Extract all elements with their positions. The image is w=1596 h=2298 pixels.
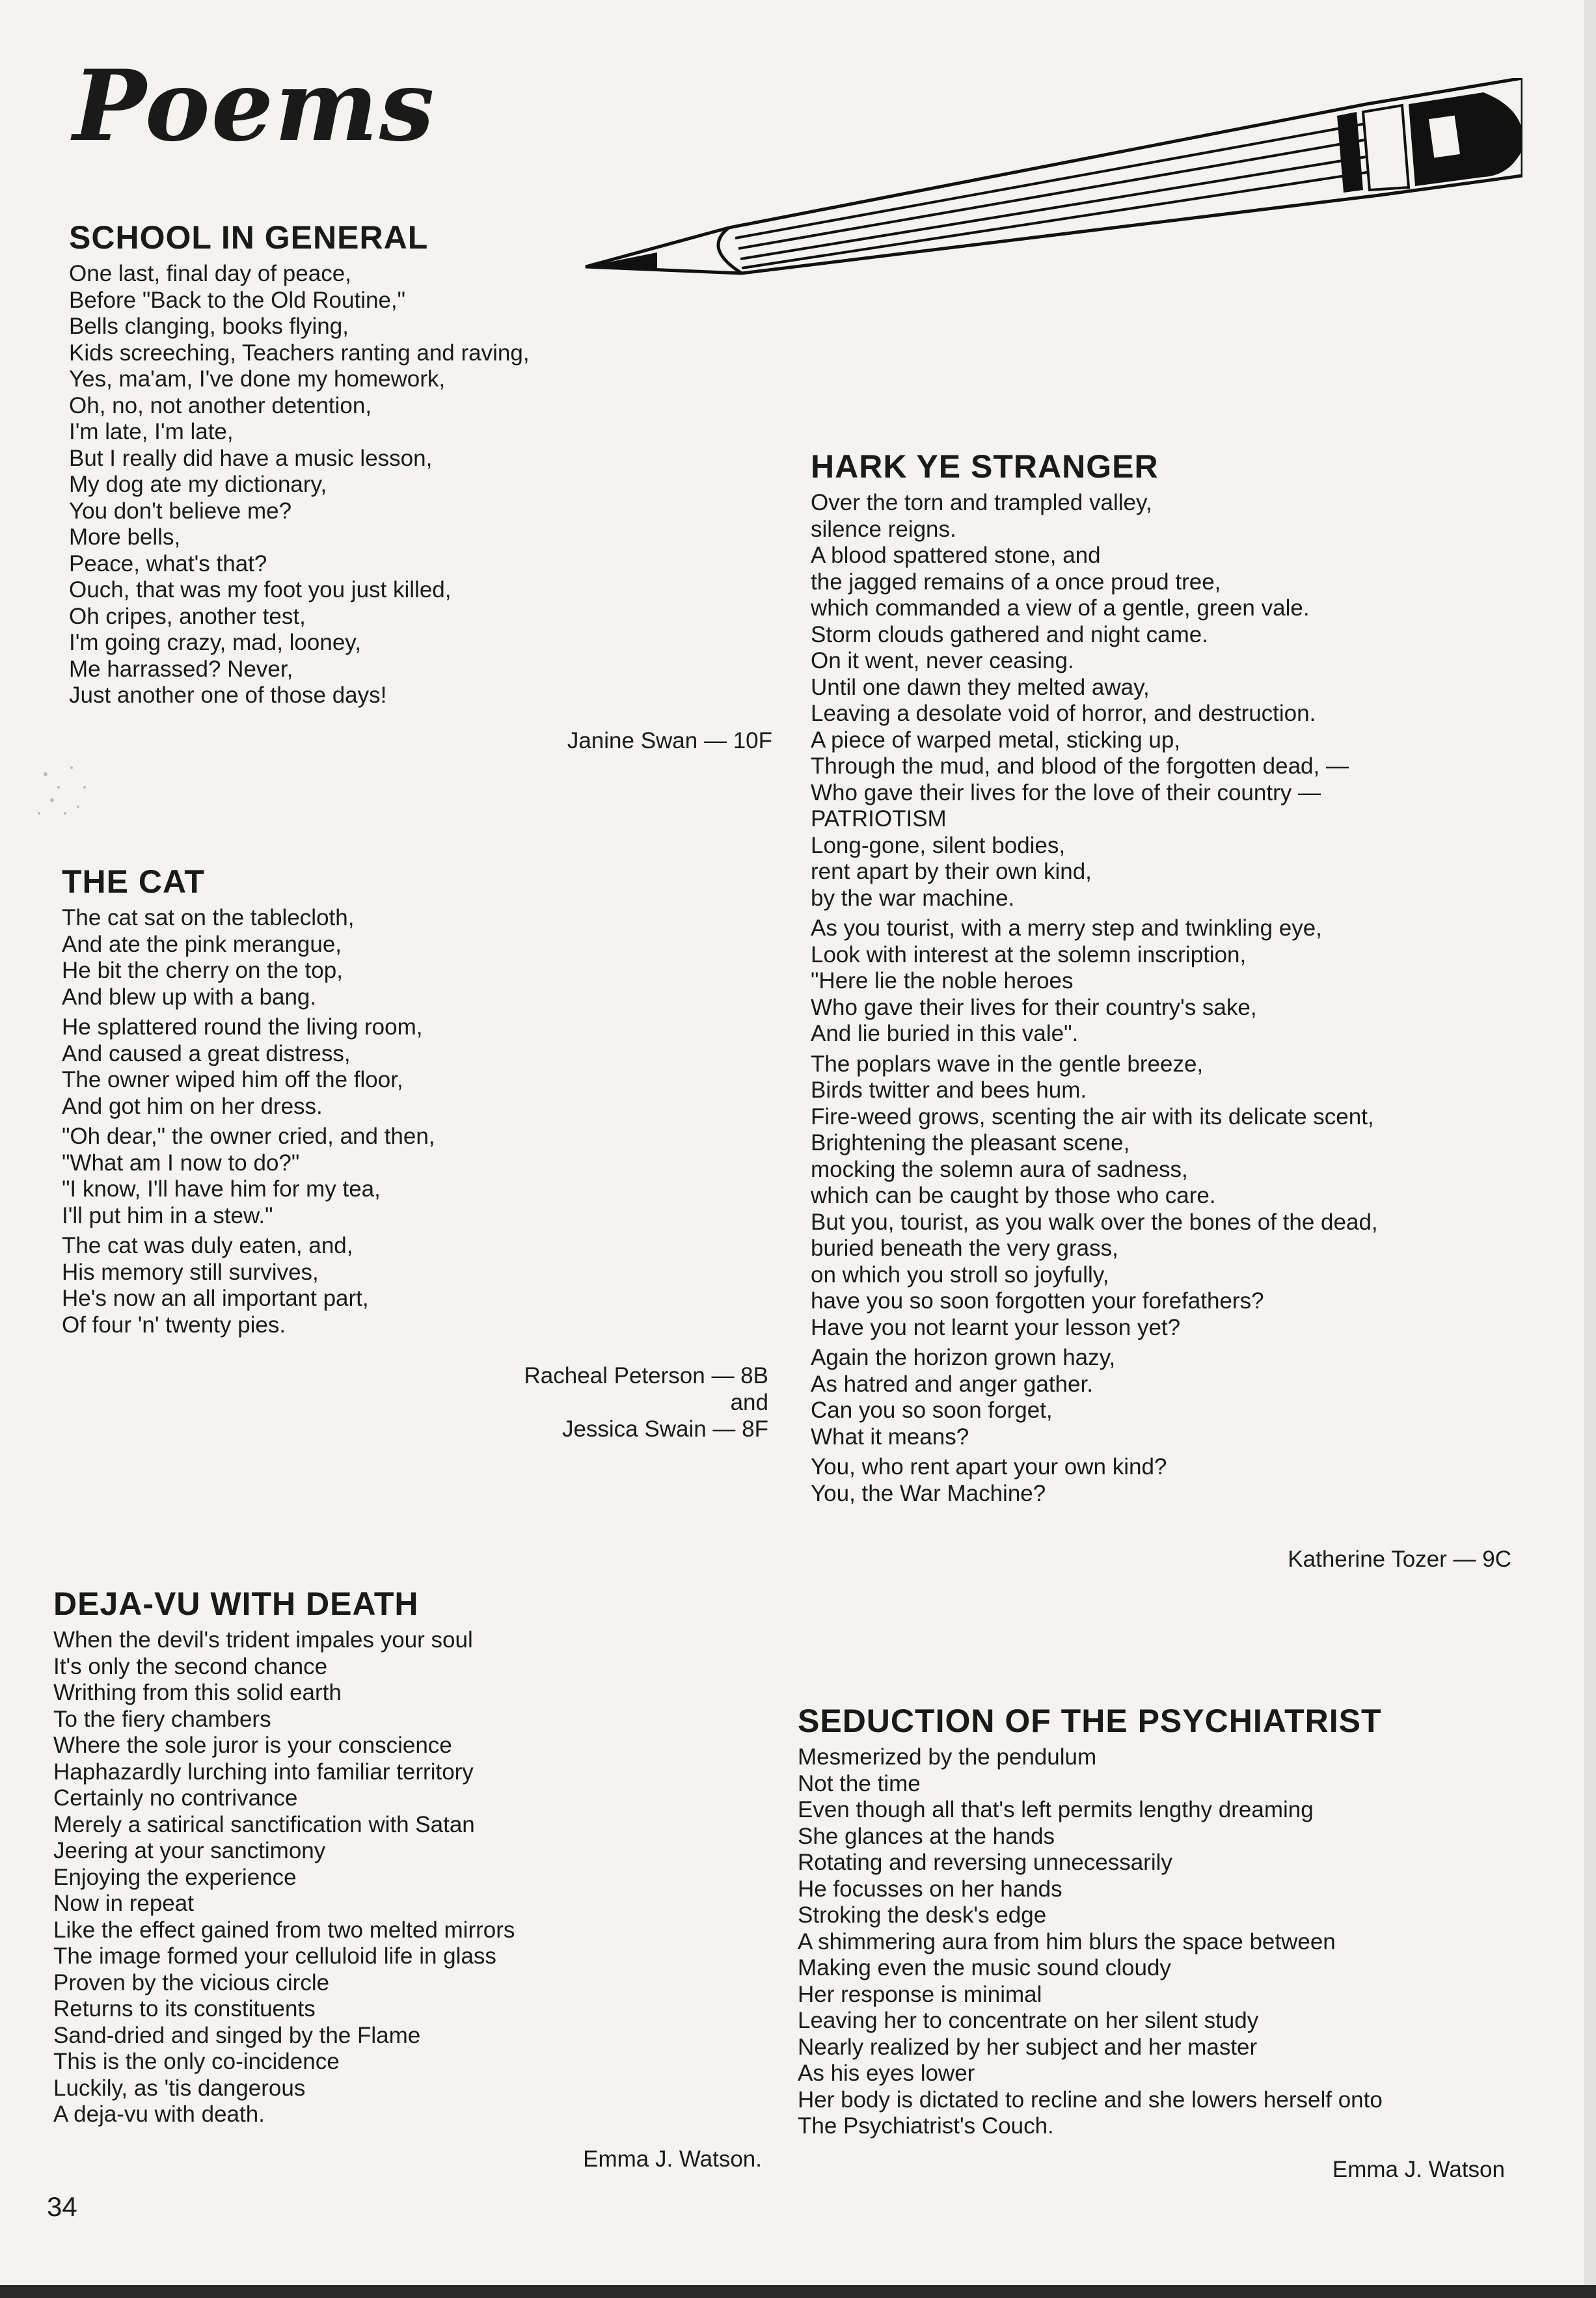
poem-line: Until one dawn they melted away,	[811, 674, 1150, 700]
poem-line: And lie buried in this vale".	[811, 1021, 1079, 1046]
poem-line: on which you stroll so joyfully,	[811, 1262, 1109, 1288]
poem-line: One last, final day of peace,	[69, 261, 351, 286]
poem-line: by the war machine.	[811, 885, 1015, 911]
poem-line: Certainly no contrivance	[53, 1785, 298, 1811]
poem-line: Who gave their lives for their country's sake,	[811, 994, 1257, 1020]
poem-line: Her response is minimal	[798, 1981, 1042, 2007]
poem-author	[567, 727, 772, 754]
poem-line: More bells,	[69, 524, 181, 550]
poem-line: And caused a great distress,	[62, 1040, 351, 1066]
poem-line: I'm going crazy, mad, looney,	[69, 630, 361, 655]
poem-body	[811, 490, 1378, 1507]
poem-line: Where the sole juror is your conscience	[53, 1733, 452, 1758]
poem-author	[583, 2146, 762, 2172]
poem-line: Mesmerized by the pendulum	[798, 1744, 1097, 1770]
poem-line: His memory still survives,	[62, 1259, 319, 1285]
poem-title: SCHOOL IN GENERAL	[69, 219, 429, 256]
author-line: Jessica Swain — 8F	[561, 1416, 768, 1442]
poem-line: The image formed your celluloid life in glass	[53, 1943, 496, 1969]
poem-line: Of four 'n' twenty pies.	[62, 1312, 286, 1338]
poem-line: Merely a satirical sanctification with Satan	[53, 1811, 475, 1837]
poem-deja-vu-with-death	[53, 1586, 515, 2128]
poem-line: Her body is dictated to recline and she lowers herself onto	[798, 2087, 1383, 2113]
poem-line: PATRIOTISM	[811, 806, 947, 831]
poem-body	[798, 1744, 1383, 2140]
poem-line: As you tourist, with a merry step and twinkling eye,	[811, 915, 1322, 941]
poem-line: Bells clanging, books flying,	[69, 314, 349, 339]
poem-line: Rotating and reversing unnecessarily	[798, 1850, 1172, 1875]
page-number: 34	[47, 2191, 77, 2222]
author-line: Emma J. Watson.	[583, 2146, 762, 2172]
poem-line: He focusses on her hands	[798, 1876, 1062, 1902]
poem-line: When the devil's trident impales your soul	[53, 1627, 473, 1653]
poem-line: Sand-dried and singed by the Flame	[53, 2022, 421, 2048]
poem-line: Oh cripes, another test,	[69, 603, 306, 629]
poem-line: Again the horizon grown hazy,	[811, 1345, 1116, 1370]
poem-line: Long-gone, silent bodies,	[811, 832, 1066, 858]
poem-line: She glances at the hands	[798, 1823, 1055, 1849]
poem-line: He's now an all important part,	[62, 1286, 369, 1311]
poem-line: But you, tourist, as you walk over the bones of the dead,	[811, 1209, 1378, 1235]
scan-bottom-border	[0, 2285, 1596, 2298]
poem-line: Making even the music sound cloudy	[798, 1955, 1171, 1980]
poem-line: On it went, never ceasing.	[811, 648, 1074, 673]
pencil-icon	[573, 78, 1522, 286]
poem-line: And ate the pink merangue,	[62, 931, 342, 957]
poem-line: Have you not learnt your lesson yet?	[811, 1314, 1181, 1340]
poem-line: which commanded a view of a gentle, green vale.	[811, 595, 1310, 621]
poem-line: I'm late, I'm late,	[69, 419, 234, 444]
poem-line: My dog ate my dictionary,	[69, 472, 327, 497]
poem-line: Proven by the vicious circle	[53, 1969, 330, 1995]
poem-line: buried beneath the very grass,	[811, 1236, 1118, 1261]
poem-line: Peace, what's that?	[69, 550, 267, 576]
poem-line: Just another one of those days!	[69, 683, 387, 708]
poem-the-cat	[62, 864, 435, 1338]
poem-line: The Psychiatrist's Couch.	[798, 2113, 1054, 2139]
poem-line: But I really did have a music lesson,	[69, 445, 433, 471]
poem-line: the jagged remains of a once proud tree,	[811, 569, 1221, 595]
poem-line: A piece of warped metal, sticking up,	[811, 727, 1181, 753]
poem-title: HARK YE STRANGER	[811, 448, 1159, 485]
author-line: Katherine Tozer — 9C	[1288, 1547, 1511, 1572]
poem-line: The poplars wave in the gentle breeze,	[811, 1051, 1204, 1077]
poem-line: "Oh dear," the owner cried, and then,	[62, 1124, 435, 1149]
poem-line: This is the only co-incidence	[53, 2049, 340, 2074]
poem-line: Nearly realized by her subject and her master	[798, 2034, 1258, 2060]
poem-body	[53, 1627, 515, 2128]
page-title: Poems	[73, 49, 436, 163]
poem-hark-ye-stranger	[811, 449, 1378, 1507]
poem-line: Haphazardly lurching into familiar territory	[53, 1759, 474, 1785]
poem-line: And got him on her dress.	[62, 1093, 323, 1119]
poem-line: Me harrassed? Never,	[69, 656, 293, 682]
poem-line: Oh, no, not another detention,	[69, 392, 372, 418]
poem-line: As hatred and anger gather.	[811, 1371, 1093, 1397]
poem-school-in-general	[69, 220, 530, 709]
poem-line: "I know, I'll have him for my tea,	[62, 1176, 381, 1202]
poem-line: Brightening the pleasant scene,	[811, 1130, 1130, 1156]
poem-line: Not the time	[798, 1770, 921, 1796]
poem-body	[69, 261, 530, 709]
poem-seduction-of-the-psychiatrist	[798, 1703, 1383, 2140]
poem-line: "Here lie the noble heroes	[811, 968, 1074, 994]
poem-line: Leaving her to concentrate on her silent study	[798, 2008, 1259, 2033]
poem-line: A blood spattered stone, and	[811, 543, 1101, 568]
poem-line: Ouch, that was my foot you just killed,	[69, 577, 452, 602]
poem-line: You don't believe me?	[69, 498, 292, 524]
poem-line: Leaving a desolate void of horror, and destruction.	[811, 701, 1316, 726]
poem-line: Yes, ma'am, I've done my homework,	[69, 366, 446, 392]
poem-line: Like the effect gained from two melted mirrors	[53, 1917, 515, 1943]
poem-line: Can you so soon forget,	[811, 1398, 1053, 1423]
poem-line: The cat was duly eaten, and,	[62, 1233, 353, 1258]
poem-line: A shimmering aura from him blurs the space between	[798, 1928, 1336, 1954]
poem-author	[1288, 1546, 1511, 1573]
poem-line: He bit the cherry on the top,	[62, 958, 343, 983]
poem-line: rent apart by their own kind,	[811, 859, 1092, 884]
poem-title: THE CAT	[62, 863, 205, 900]
poem-line: Look with interest at the solemn inscription,	[811, 941, 1247, 967]
poem-line: Stroking the desk's edge	[798, 1902, 1047, 1928]
author-line: Emma J. Watson	[1332, 2157, 1505, 2182]
poem-line: Before "Back to the Old Routine,"	[69, 287, 406, 313]
poem-line: Luckily, as 'tis dangerous	[53, 2075, 306, 2101]
poem-line: Who gave their lives for the love of their country —	[811, 779, 1321, 805]
poem-line: Over the torn and trampled valley,	[811, 490, 1152, 515]
poem-title: DEJA-VU WITH DEATH	[53, 1586, 419, 1622]
poem-line: which can be caught by those who care.	[811, 1183, 1216, 1208]
poem-line: Storm clouds gathered and night came.	[811, 621, 1208, 647]
poem-line: mocking the solemn aura of sadness,	[811, 1156, 1188, 1182]
poem-line: Birds twitter and bees hum.	[811, 1077, 1087, 1103]
smudge-mark	[26, 748, 98, 826]
poem-line: A deja-vu with death.	[53, 2102, 265, 2127]
poem-line: have you so soon forgotten your forefathers?	[811, 1288, 1264, 1314]
poem-line: Through the mud, and blood of the forgotten dead, —	[811, 753, 1349, 779]
poem-line: What it means?	[811, 1424, 969, 1450]
poem-line: To the fiery chambers	[53, 1706, 271, 1732]
poem-line: And blew up with a bang.	[62, 984, 317, 1010]
poem-body	[62, 905, 435, 1338]
poem-line: Enjoying the experience	[53, 1864, 297, 1890]
poem-line: I'll put him in a stew."	[62, 1202, 273, 1228]
poem-line: The owner wiped him off the floor,	[62, 1067, 403, 1092]
poem-line: Now in repeat	[53, 1891, 194, 1916]
poem-line: Returns to its constituents	[53, 1996, 316, 2021]
poem-author	[1332, 2156, 1505, 2183]
poem-line: silence reigns.	[811, 516, 956, 542]
poem-line: Fire-weed grows, scenting the air with its delicate scent,	[811, 1103, 1374, 1129]
poem-line: You, the War Machine?	[811, 1480, 1046, 1506]
poem-line: He splattered round the living room,	[62, 1014, 423, 1040]
poem-line: It's only the second chance	[53, 1653, 328, 1679]
author-line: and	[730, 1390, 768, 1415]
poem-line: Jeering at your sanctimony	[53, 1838, 326, 1863]
poem-author	[524, 1362, 768, 1442]
author-line: Racheal Peterson — 8B	[524, 1363, 768, 1388]
poem-line: The cat sat on the tablecloth,	[62, 905, 355, 930]
poem-line: "What am I now to do?"	[62, 1150, 300, 1176]
poem-line: As his eyes lower	[798, 2061, 975, 2086]
poem-line: Kids screeching, Teachers ranting and raving,	[69, 340, 530, 366]
page-edge	[1584, 0, 1596, 2298]
poem-line: Even though all that's left permits lengthy dreaming	[798, 1797, 1314, 1822]
author-line: Janine Swan — 10F	[567, 728, 772, 753]
poem-line: You, who rent apart your own kind?	[811, 1454, 1167, 1480]
poem-line: Writhing from this solid earth	[53, 1680, 342, 1705]
poem-title: SEDUCTION OF THE PSYCHIATRIST	[798, 1703, 1382, 1739]
